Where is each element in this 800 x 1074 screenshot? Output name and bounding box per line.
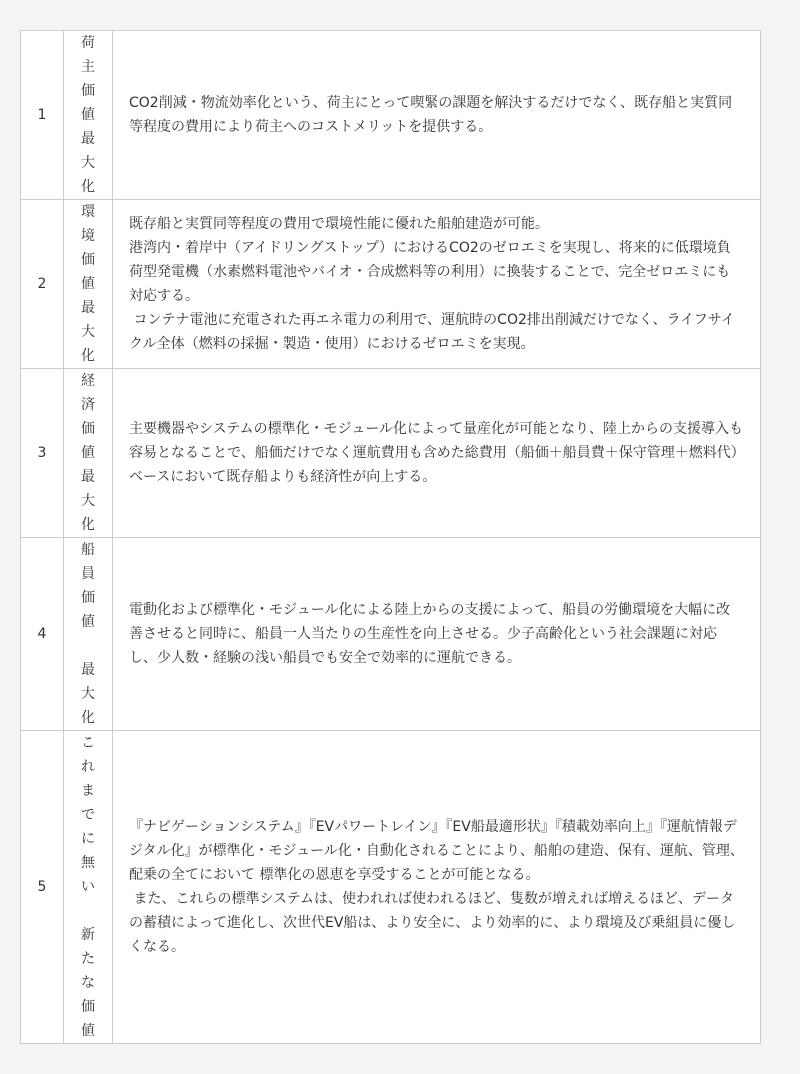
row-category-cell (64, 538, 113, 731)
row-number: 2 (21, 200, 64, 369)
row-category-cell (64, 31, 113, 200)
row-number: 1 (21, 31, 64, 200)
row-category-cell (64, 731, 113, 1044)
row-description: 主要機器やシステムの標準化・モジュール化によって量産化が可能となり、陸上からの支援導入も容易となることで、船価だけでなく運航費用も含めた総費用（船価＋船員費＋保守管理＋燃料代）ベースにおいて既存船よりも経済性が向上する。 (113, 369, 761, 538)
row-number: 3 (21, 369, 64, 538)
row-category: 環境価値最大化 (81, 204, 95, 364)
row-category: 経済価値最大化 (81, 373, 95, 533)
row-number: 4 (21, 538, 64, 731)
table-row (21, 538, 761, 731)
table-row (21, 369, 761, 538)
row-number: 5 (21, 731, 64, 1044)
row-description: 既存船と実質同等程度の費用で環境性能に優れた船舶建造が可能。 港湾内・着岸中（アイドリングストップ）におけるCO2のゼロエミを実現し、将来的に低環境負荷型発電機（水素燃料電池やバイオ・合成燃料等の利用）に換装することで、完全ゼロエミにも対応する。 コンテナ電池に充電された再エネ電力の利用で、運航時のCO2排出削減だけでなく、ライフサイクル全体（燃料の採掘・製造・使用）におけるゼロエミを実現。 (113, 200, 761, 369)
row-description: CO2削減・物流効率化という、荷主にとって喫緊の課題を解決するだけでなく、既存船と実質同等程度の費用により荷主へのコストメリットを提供する。 (113, 31, 761, 200)
row-category: 荷主価値最大化 (81, 35, 95, 195)
table-row (21, 731, 761, 1044)
row-category: これまでに無い 新たな価値 (81, 735, 95, 1039)
row-category-cell (64, 369, 113, 538)
row-description: 『ナビゲーションシステム』『EVパワートレイン』『EV船最適形状』『積載効率向上』『運航情報デジタル化』が標準化・モジュール化・自動化されることにより、船舶の建造、保有、運航、管理、配乗の全てにおいて 標準化の恩恵を享受することが可能となる。 また、これらの標準システムは、使われれば使われるほど、隻数が増えれば増えるほど、データの蓄積によって進化し、次世代EV船は、より安全に、より効率的に、より環境及び乗組員に優しくなる。 (113, 731, 761, 1044)
row-category-cell (64, 200, 113, 369)
value-table-container (20, 30, 761, 1044)
value-table (20, 30, 761, 1044)
table-row (21, 31, 761, 200)
table-row (21, 200, 761, 369)
row-category: 船員価値 最大化 (81, 542, 95, 726)
row-description: 電動化および標準化・モジュール化による陸上からの支援によって、船員の労働環境を大幅に改善させると同時に、船員一人当たりの生産性を向上させる。少子高齢化という社会課題に対応し、少人数・経験の浅い船員でも安全で効率的に運航できる。 (113, 538, 761, 731)
